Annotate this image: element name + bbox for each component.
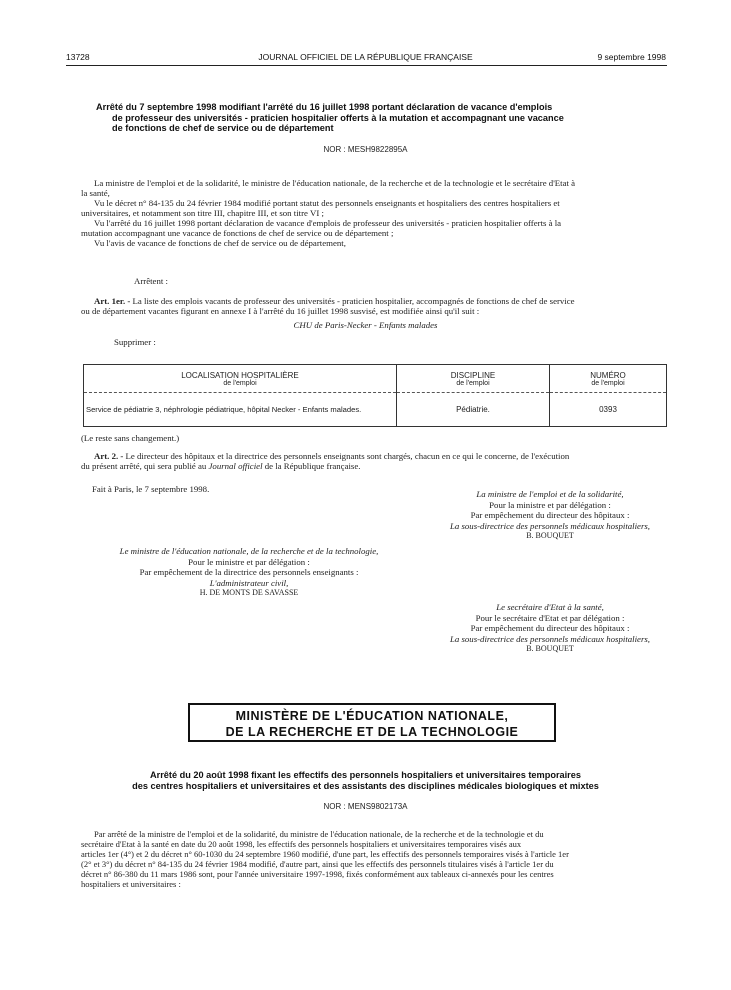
journal-officiel-ref: Journal officiel xyxy=(208,461,263,471)
visa-line: Vu le décret n° 84-135 du 24 février 1984 modifié portant statut des personnels enseignants et hospitaliers des centres hospitaliers et xyxy=(94,198,560,208)
nor-reference: NOR : MENS9802173A xyxy=(323,802,408,811)
visa-line: universitaires, et notamment son titre III, chapitre III, et son titre VI ; xyxy=(81,208,324,218)
emplois-table xyxy=(83,364,667,427)
body-line: Par arrêté de la ministre de l'emploi et de la solidarité, du ministre de l'éducation nationale, de la recherche et de la technologie et du xyxy=(94,829,544,839)
table-header-row xyxy=(84,365,667,393)
arretent: Arrêtent : xyxy=(134,276,168,286)
article-1-label: Art. 1er. - xyxy=(94,296,131,306)
body-line: (2° et 3°) du décret n° 84-135 du 24 février 1984 modifié, d'autre part, ainsi que les effectifs des personnels titulaires visés à l'article 1er du xyxy=(81,859,554,869)
article-1-text: ou de département vacantes figurant en annexe I à l'arrêté du 16 juillet 1998 susvisé, est modifiée ainsi qu'il suit : xyxy=(81,306,480,316)
chu-name: CHU de Paris-Necker - Enfants malades xyxy=(293,320,438,330)
header-rule xyxy=(66,65,667,66)
body-line: décret n° 86-380 du 11 mars 1986 sont, pour l'année universitaire 1997-1998, fixés conformément aux tableaux ci-annexés pour les centres xyxy=(81,869,554,879)
title-line: Arrêté du 7 septembre 1998 modifiant l'arrêté du 16 juillet 1998 portant déclaration de vacance d'emplois xyxy=(96,102,553,112)
title-line: Arrêté du 20 août 1998 fixant les effectifs des personnels hospitaliers et universitaires temporaires xyxy=(150,770,581,780)
article-1-text: La liste des emplois vacants de professeur des universités - praticien hospitalier, accompagnés de fonctions de chef de service xyxy=(132,296,575,306)
visa-line: Vu l'avis de vacance de fonctions de chef de service ou de département, xyxy=(94,238,346,248)
journal-title: JOURNAL OFFICIEL DE LA RÉPUBLIQUE FRANÇAISE xyxy=(258,52,473,62)
signature-ministre-education: Le ministre de l'éducation nationale, de la recherche et de la technologie, Pour le ministre et par délégation : Par empêchement de la directrice des personnels enseignants : L'administrateur civil, H. DE MONTS DE SAVASSE xyxy=(119,546,379,598)
article-1 xyxy=(81,296,668,316)
table-row xyxy=(84,393,667,427)
arrete1-visas xyxy=(81,178,668,248)
article-2-label: Art. 2. - xyxy=(94,451,124,461)
arrete1-title xyxy=(96,102,666,134)
nor-reference: NOR : MESH9822895A xyxy=(323,145,408,154)
cell-numero: 0393 xyxy=(599,405,617,414)
page-number: 13728 xyxy=(66,52,90,62)
title-line: des centres hospitaliers et universitaires et des assistants des disciplines médicales biologiques et mixtes xyxy=(132,780,599,791)
fait-a-paris: Fait à Paris, le 7 septembre 1998. xyxy=(92,484,210,494)
ministere-heading-box xyxy=(188,703,556,742)
body-line: articles 1er (4°) et 2 du décret n° 60-1030 du 24 septembre 1960 modifié, d'une part, les effectifs des personnels temporaires visés à l'article 1er xyxy=(81,849,569,859)
arrete2-body xyxy=(81,829,668,889)
title-line: de fonctions de chef de service ou de département xyxy=(112,123,334,133)
body-line: hospitaliers et universitaires : xyxy=(81,879,181,889)
article-2-text: Le directeur des hôpitaux et la directrice des personnels enseignants sont chargés, chacun en ce qui le concerne, de l'exécution xyxy=(125,451,570,461)
title-line: de professeur des universités - praticien hospitalier offerts à la mutation et accompagnant une vacance xyxy=(112,112,564,123)
supprimer: Supprimer : xyxy=(114,337,156,347)
column-header-discipline: DISCIPLINE de l'emploi xyxy=(397,365,550,393)
visa-line: Vu l'arrêté du 16 juillet 1998 portant déclaration de vacance d'emplois de professeur des universités - praticien hospitalier offerts à la xyxy=(94,218,562,228)
article-2: Art. 2. - Le directeur des hôpitaux et la directrice des personnels enseignants sont chargés, chacun en ce qui le concerne, de l'exécution du présent arrêté, qui sera publié au Journal officiel de la République française. xyxy=(81,451,570,471)
column-header-localisation: LOCALISATION HOSPITALIÈRE de l'emploi xyxy=(84,365,397,393)
cell-discipline: Pédiatrie. xyxy=(397,393,550,427)
signature-secretaire-sante: Le secrétaire d'Etat à la santé, Pour le secrétaire d'Etat et par délégation : Par empêchement du directeur des hôpitaux : La sous-directrice des personnels médicaux hospitaliers, B. BOUQUET xyxy=(449,602,651,654)
cell-localisation: Service de pédiatrie 3, néphrologie pédiatrique, hôpital Necker - Enfants malades. xyxy=(84,393,397,427)
ministere-line: DE LA RECHERCHE ET DE LA TECHNOLOGIE xyxy=(225,725,519,739)
signature-ministre-emploi: La ministre de l'emploi et de la solidarité, Pour la ministre et par délégation : Par empêchement du directeur des hôpitaux : La sous-directrice des personnels médicaux hospitaliers, B. BOUQUET xyxy=(449,489,651,541)
visa-line: La ministre de l'emploi et de la solidarité, le ministre de l'éducation nationale, de la recherche et de la technologie et le secrétaire d'Etat à xyxy=(94,178,576,188)
column-header-numero: NUMÉRO de l'emploi xyxy=(550,365,667,393)
reste-sans-changement: (Le reste sans changement.) xyxy=(81,433,180,443)
visa-line: mutation accompagnant une vacance de fonctions de chef de service ou de département ; xyxy=(81,228,394,238)
visa-line: la santé, xyxy=(81,188,110,198)
issue-date: 9 septembre 1998 xyxy=(597,52,666,62)
arrete2-title xyxy=(0,770,731,791)
body-line: secrétaire d'Etat à la santé en date du 20 août 1998, les effectifs des personnels hospitaliers et universitaires temporaires visés aux xyxy=(81,839,522,849)
ministere-line: MINISTÈRE DE L'ÉDUCATION NATIONALE, xyxy=(235,709,509,723)
